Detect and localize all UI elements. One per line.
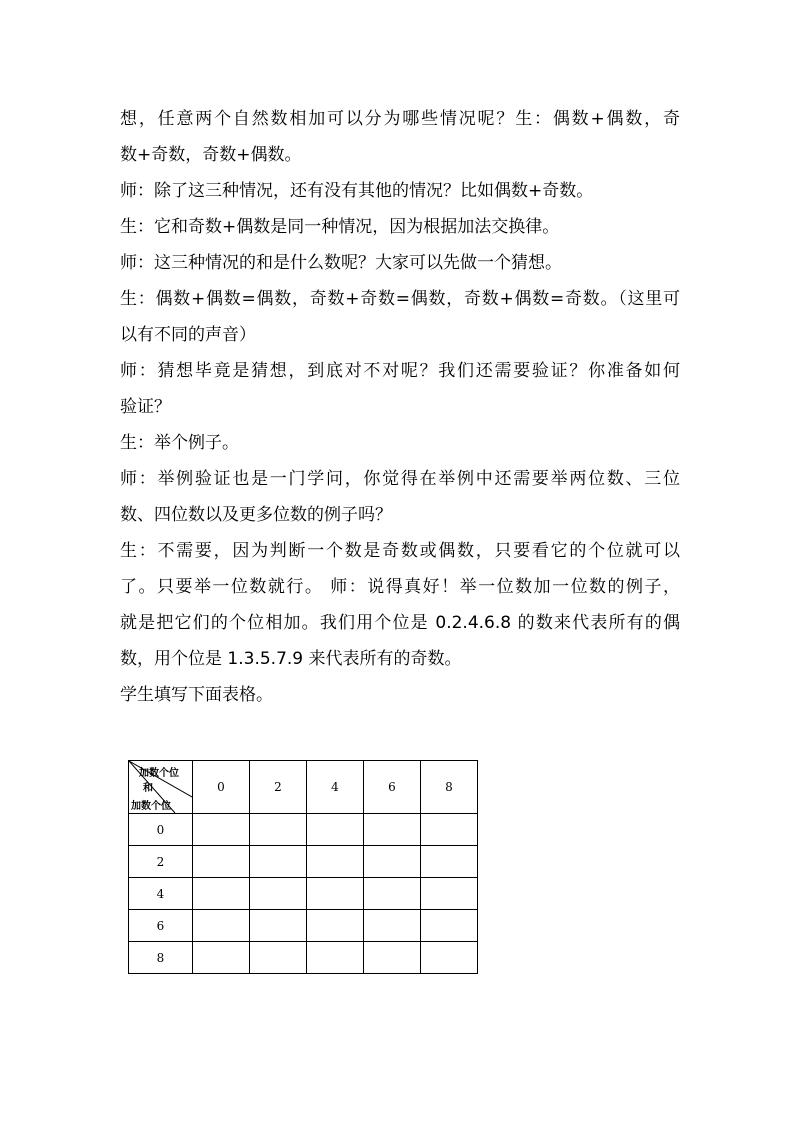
row-header: 8 xyxy=(129,942,193,974)
row-header: 0 xyxy=(129,814,193,846)
text-line: 就是把它们的个位相加。我们用个位是 0.2.4.6.8 的数来代表所有的偶 xyxy=(120,613,680,633)
paragraph xyxy=(120,209,680,245)
text-line: 想，任意两个自然数相加可以分为哪些情况呢？生：偶数+偶数，奇 xyxy=(120,109,680,129)
text-line: 学生填写下面表格。 xyxy=(120,685,273,705)
text-line: 生：举个例子。 xyxy=(120,433,239,453)
table-header-row xyxy=(129,761,478,814)
corner-label-sum: 和 xyxy=(143,783,153,794)
table-row xyxy=(129,942,478,974)
answer-cell[interactable] xyxy=(250,846,307,878)
table-row xyxy=(129,814,478,846)
column-header: 6 xyxy=(364,761,421,814)
column-header: 0 xyxy=(193,761,250,814)
answer-cell[interactable] xyxy=(193,910,250,942)
text-line: 了。只要举一位数就行。 师：说得真好！举一位数加一位数的例子， xyxy=(120,577,680,597)
answer-cell[interactable] xyxy=(307,910,364,942)
corner-label-addend-left: 加数个位 xyxy=(131,801,171,812)
table-row xyxy=(129,910,478,942)
table-row xyxy=(129,846,478,878)
answer-cell[interactable] xyxy=(193,846,250,878)
text-line: 师：这三种情况的和是什么数呢？大家可以先做一个猜想。 xyxy=(120,253,562,273)
answer-cell[interactable] xyxy=(364,942,421,974)
answer-cell[interactable] xyxy=(307,846,364,878)
answer-cell[interactable] xyxy=(364,846,421,878)
answer-cell[interactable] xyxy=(250,942,307,974)
paragraph xyxy=(120,281,680,353)
answer-cell[interactable] xyxy=(421,910,478,942)
row-header: 6 xyxy=(129,910,193,942)
corner-label-addend-top: 加数个位 xyxy=(139,768,179,779)
paragraph xyxy=(120,173,680,209)
paragraph xyxy=(120,533,680,677)
answer-cell[interactable] xyxy=(364,878,421,910)
answer-cell[interactable] xyxy=(307,814,364,846)
answer-cell[interactable] xyxy=(193,878,250,910)
text-line: 师：猜想毕竟是猜想，到底对不对呢？我们还需要验证？你准备如何 xyxy=(120,361,680,381)
paragraph xyxy=(120,425,680,461)
answer-cell[interactable] xyxy=(193,814,250,846)
answer-cell[interactable] xyxy=(421,814,478,846)
paragraph xyxy=(120,353,680,425)
answer-cell[interactable] xyxy=(364,910,421,942)
answer-cell[interactable] xyxy=(250,814,307,846)
text-line: 师：举例验证也是一门学问，你觉得在举例中还需要举两位数、三位 xyxy=(120,469,680,489)
answer-cell[interactable] xyxy=(421,846,478,878)
row-header: 2 xyxy=(129,846,193,878)
text-line: 数+奇数，奇数+偶数。 xyxy=(120,145,302,165)
column-header: 8 xyxy=(421,761,478,814)
text-line: 数，用个位是 1.3.5.7.9 来代表所有的奇数。 xyxy=(120,649,462,669)
answer-cell[interactable] xyxy=(250,910,307,942)
paragraph xyxy=(120,461,680,533)
table-row xyxy=(129,878,478,910)
answer-cell[interactable] xyxy=(421,942,478,974)
answer-cell[interactable] xyxy=(193,942,250,974)
answer-cell[interactable] xyxy=(250,878,307,910)
answer-cell[interactable] xyxy=(421,878,478,910)
answer-cell[interactable] xyxy=(307,878,364,910)
text-line: 师：除了这三种情况，还有没有其他的情况？比如偶数+奇数。 xyxy=(120,181,594,201)
text-line: 验证？ xyxy=(120,397,171,417)
text-line: 以有不同的声音） xyxy=(120,325,256,345)
text-line: 生：它和奇数+偶数是同一种情况，因为根据加法交换律。 xyxy=(120,217,560,237)
row-header: 4 xyxy=(129,878,193,910)
text-line: 数、四位数以及更多位数的例子吗？ xyxy=(120,505,392,525)
paragraph xyxy=(120,245,680,281)
paragraph xyxy=(120,677,680,713)
text-line: 生：不需要，因为判断一个数是奇数或偶数，只要看它的个位就可以 xyxy=(120,541,680,561)
addition-parity-table xyxy=(128,760,478,974)
column-header: 4 xyxy=(307,761,364,814)
paragraph xyxy=(120,101,680,173)
answer-cell[interactable] xyxy=(364,814,421,846)
text-line: 生：偶数+偶数=偶数，奇数+奇数=偶数，奇数+偶数=奇数。（这里可 xyxy=(120,289,680,309)
table-corner-cell xyxy=(129,761,193,814)
answer-cell[interactable] xyxy=(307,942,364,974)
column-header: 2 xyxy=(250,761,307,814)
